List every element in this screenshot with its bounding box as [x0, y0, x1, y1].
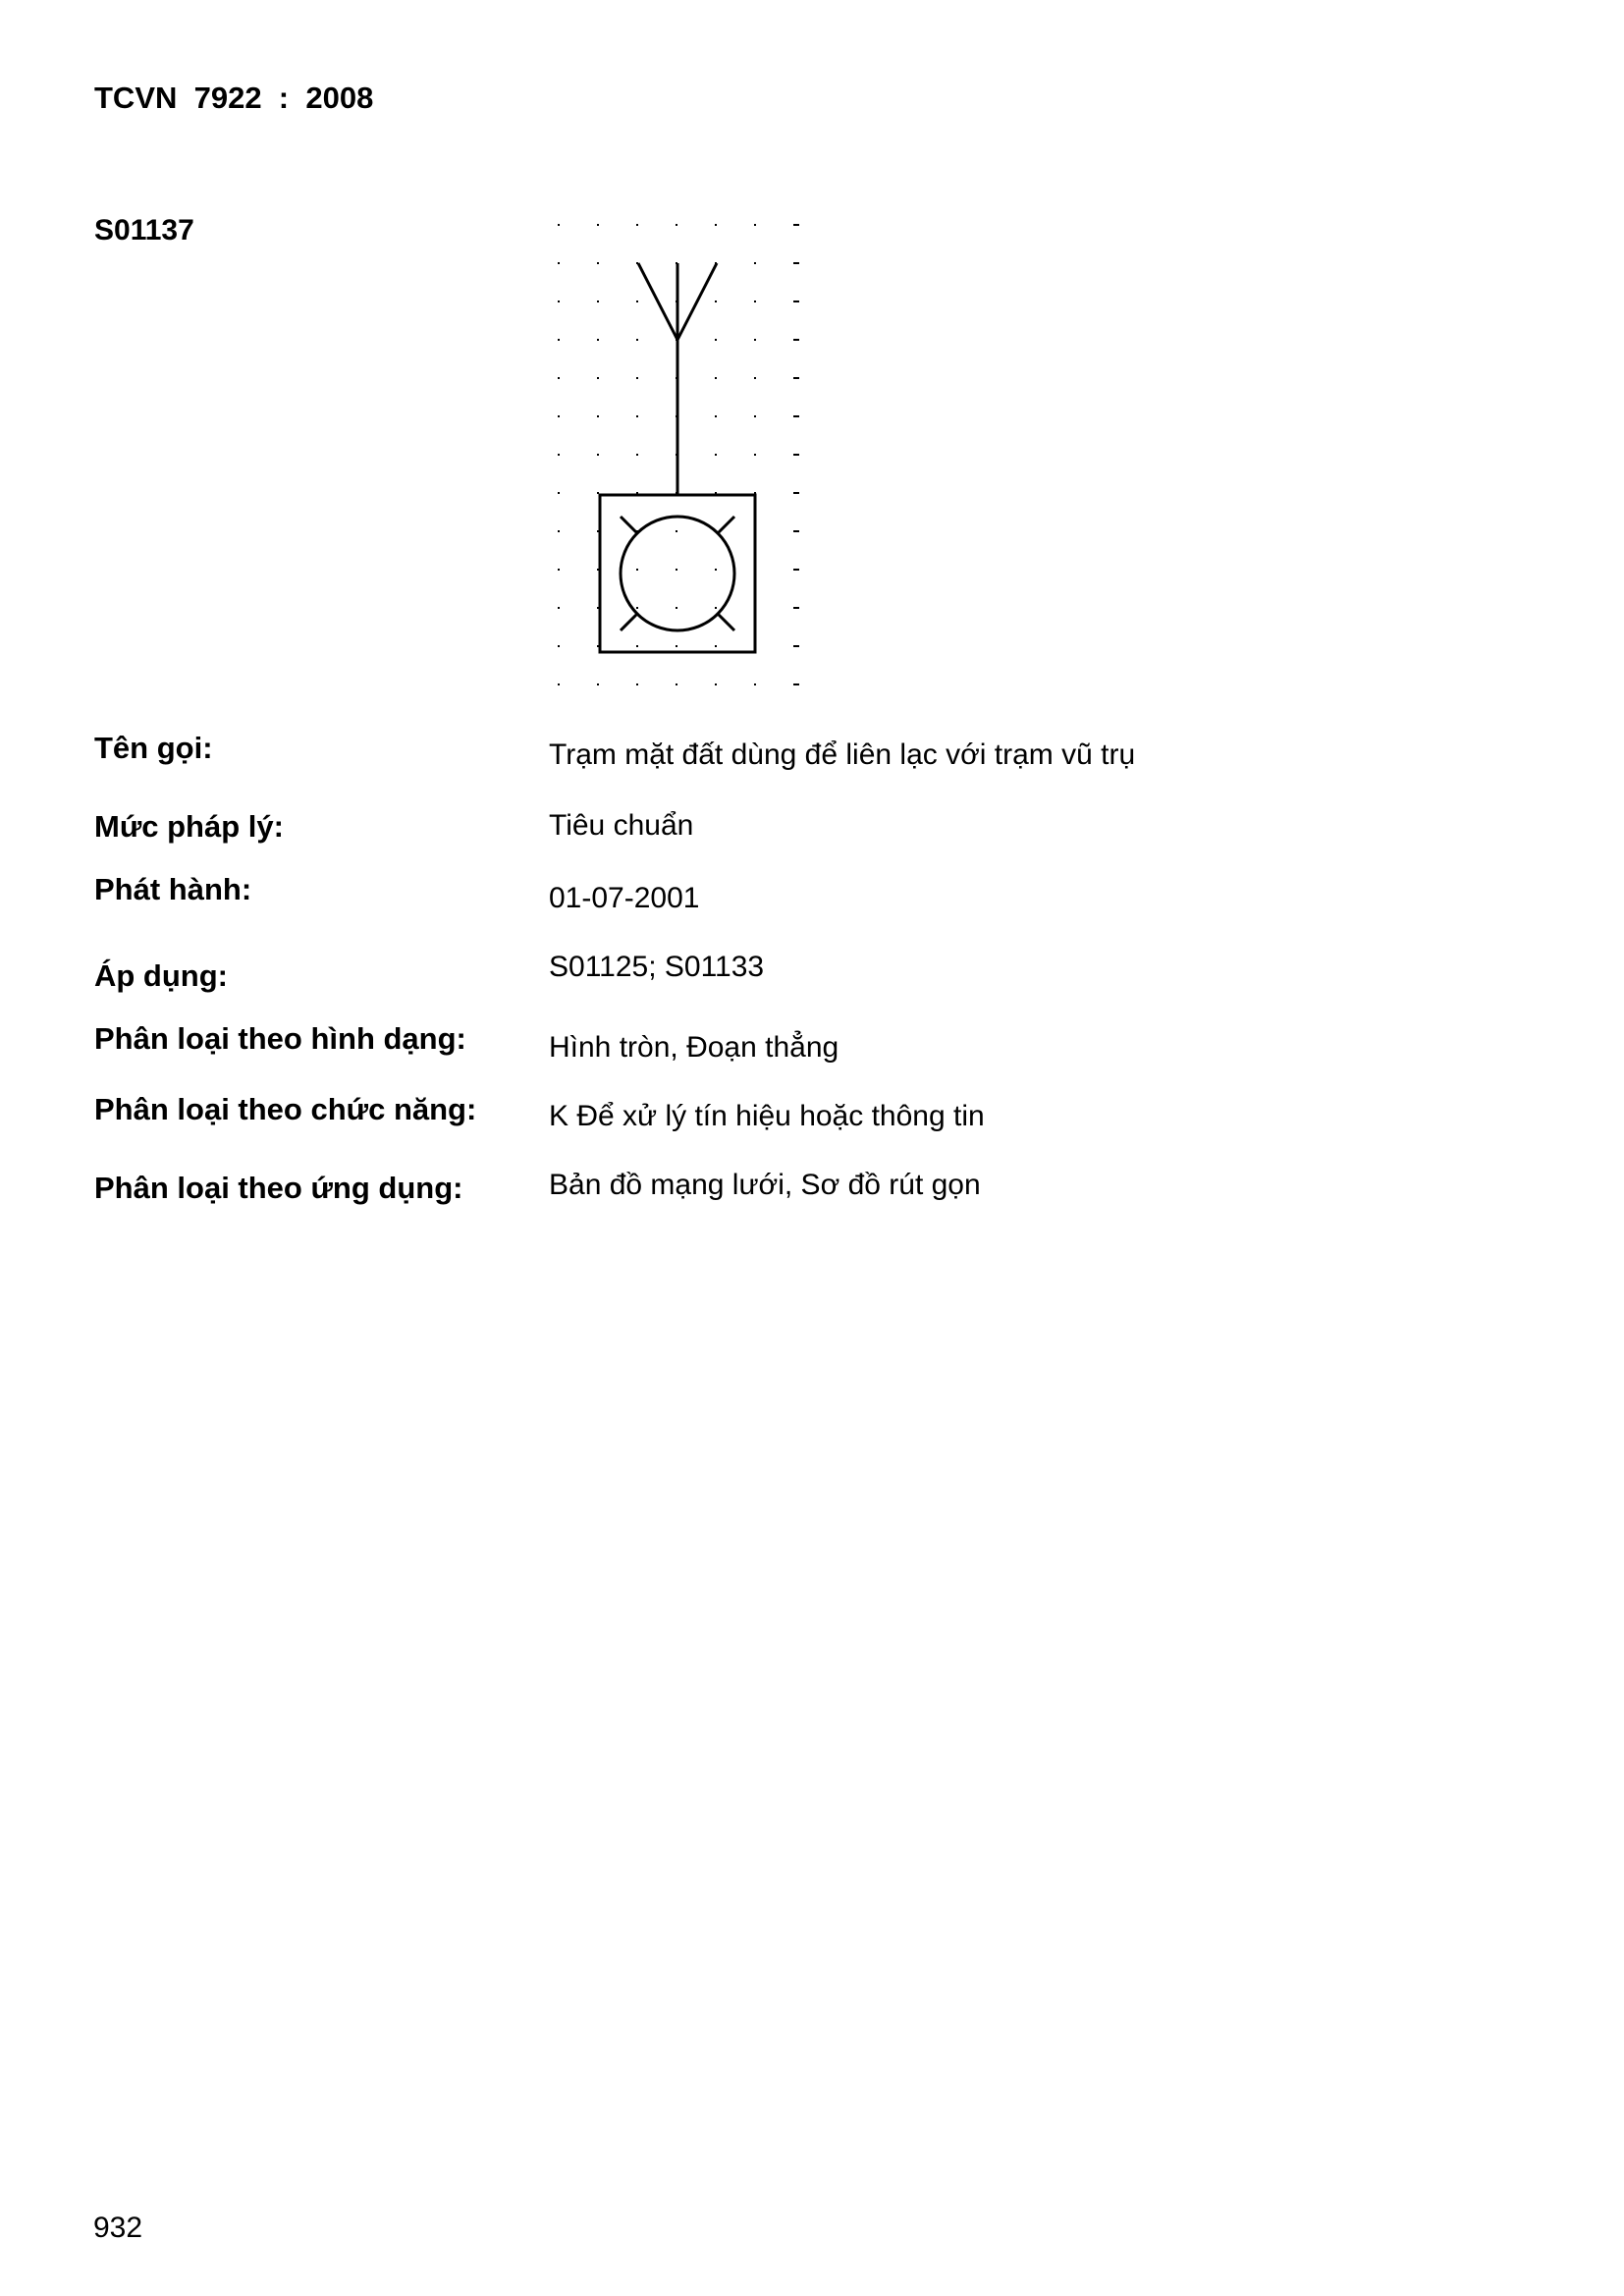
grid-dot	[793, 224, 799, 226]
grid-dot	[558, 454, 560, 456]
grid-dot	[636, 454, 638, 456]
grid-dot	[676, 569, 677, 571]
grid-dot	[754, 262, 756, 264]
grid-dot	[676, 530, 677, 532]
grid-dot	[754, 339, 756, 341]
grid-dot	[676, 224, 677, 226]
grid-dot	[715, 301, 717, 302]
station-box	[600, 495, 755, 652]
page-number: 932	[93, 2212, 143, 2244]
standard-header: TCVN 7922 : 2008	[94, 81, 374, 115]
grid-dot	[636, 645, 638, 647]
grid-dot	[558, 683, 560, 685]
field-label-shape-class: Phân loại theo hình dạng:	[94, 1021, 466, 1056]
grid-dot	[676, 683, 677, 685]
grid-dot	[793, 492, 799, 494]
antenna-icon	[638, 263, 717, 495]
grid-dot	[715, 454, 717, 456]
field-label-application-class: Phân loại theo ứng dụng:	[94, 1171, 463, 1205]
grid-dot	[793, 339, 799, 341]
grid-dot	[636, 683, 638, 685]
grid-dot	[558, 492, 560, 494]
grid-dot	[597, 415, 599, 417]
field-value-issued: 01-07-2001	[549, 882, 700, 914]
grid-dot	[754, 415, 756, 417]
grid-dot	[793, 454, 799, 456]
grid-dot	[558, 339, 560, 341]
grid-dot	[558, 645, 560, 647]
grid-dot	[597, 262, 599, 264]
grid-dot	[793, 377, 799, 379]
grid-dot	[793, 415, 799, 417]
grid-dot	[793, 683, 799, 685]
field-value-application-class: Bản đồ mạng lưới, Sơ đồ rút gọn	[549, 1169, 981, 1201]
field-label-issued: Phát hành:	[94, 872, 252, 906]
grid-dot	[636, 377, 638, 379]
grid-dot	[636, 569, 638, 571]
grid-dot	[558, 301, 560, 302]
earth-station-symbol	[545, 214, 810, 705]
grid-dot	[676, 645, 677, 647]
grid-dot	[715, 224, 717, 226]
grid-dot	[597, 683, 599, 685]
field-value-function-class: K Để xử lý tín hiệu hoặc thông tin	[549, 1100, 985, 1132]
grid-dot	[793, 262, 799, 264]
field-label-name: Tên gọi:	[94, 731, 213, 765]
grid-dot	[793, 645, 799, 647]
grid-dot	[636, 224, 638, 226]
grid-dot	[636, 301, 638, 302]
grid-dot	[754, 683, 756, 685]
field-label-applies: Áp dụng:	[94, 958, 229, 993]
grid-dot	[558, 262, 560, 264]
grid-dot	[754, 454, 756, 456]
field-value-name: Trạm mặt đất dùng để liên lạc với trạm vũ trụ	[549, 738, 1136, 771]
field-value-shape-class: Hình tròn, Đoạn thẳng	[549, 1031, 839, 1064]
symbol-code: S01137	[94, 214, 194, 246]
grid-dot	[558, 530, 560, 532]
grid-dot	[715, 683, 717, 685]
grid-dot	[597, 339, 599, 341]
grid-dot	[793, 530, 799, 532]
field-value-applies: S01125; S01133	[549, 951, 765, 983]
grid-dot	[597, 224, 599, 226]
grid-dot	[636, 607, 638, 609]
grid-dot	[793, 569, 799, 571]
grid-dot	[636, 339, 638, 341]
grid-dot	[558, 224, 560, 226]
grid-dot	[715, 569, 717, 571]
grid-dot	[715, 377, 717, 379]
grid-dot	[558, 415, 560, 417]
grid-dot	[558, 377, 560, 379]
grid-dot	[676, 607, 677, 609]
grid-dot	[597, 377, 599, 379]
grid-dot	[754, 224, 756, 226]
grid-dot	[597, 301, 599, 302]
grid-dot	[793, 301, 799, 302]
grid-dot	[793, 607, 799, 609]
grid-dot	[715, 339, 717, 341]
field-label-legal-level: Mức pháp lý:	[94, 809, 284, 844]
grid-dot	[597, 454, 599, 456]
grid-dot	[558, 569, 560, 571]
grid-dot	[636, 415, 638, 417]
grid-dot	[715, 645, 717, 647]
grid-dot	[715, 415, 717, 417]
field-value-legal-level: Tiêu chuẩn	[549, 809, 694, 842]
grid-dot	[558, 607, 560, 609]
grid-dot	[754, 301, 756, 302]
grid-dot	[715, 607, 717, 609]
grid-dot	[754, 377, 756, 379]
field-label-function-class: Phân loại theo chức năng:	[94, 1092, 477, 1126]
